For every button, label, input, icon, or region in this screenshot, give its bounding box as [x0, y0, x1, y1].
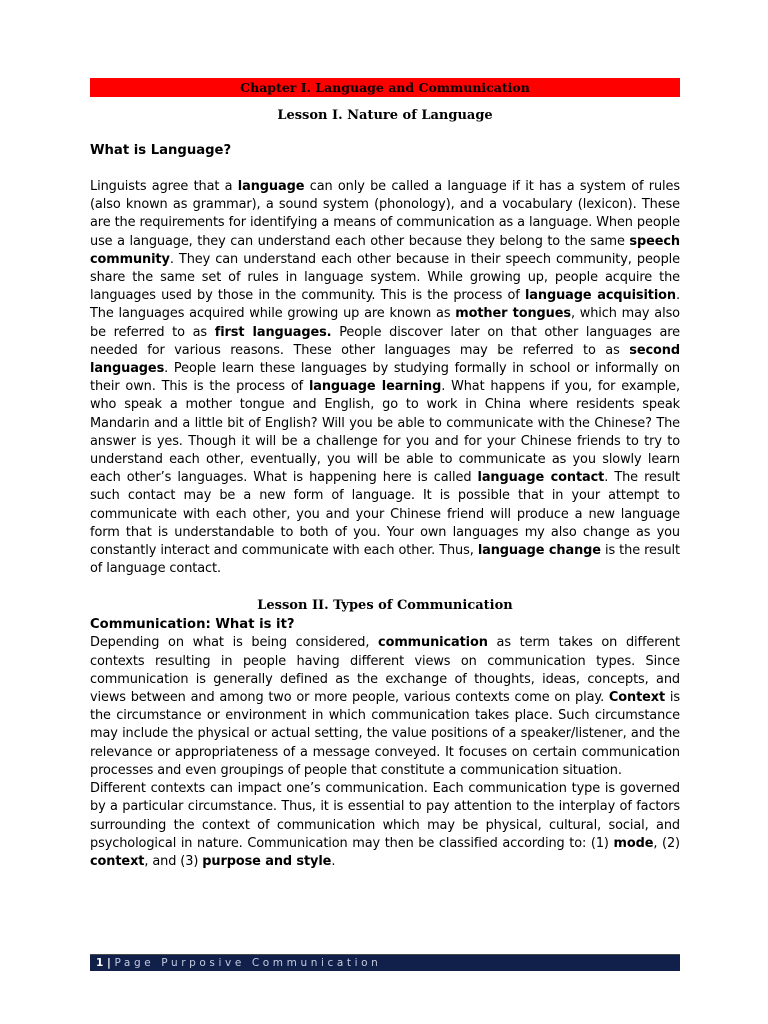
bold-term: language contact [477, 470, 605, 486]
text-run: . They can understand each other because in their speech community, people share the same set of rules in language system. While growing up, people acquire the languages used by those in the community. This is the process of [90, 251, 680, 304]
lesson1-title: Lesson I. Nature of Language [277, 108, 493, 123]
text-run: Linguists agree that a [90, 179, 238, 194]
page-number: 1 [96, 957, 104, 969]
bold-term: context [90, 853, 145, 869]
chapter-title-banner: Chapter I. Language and Communication [90, 78, 680, 97]
text-run: , which may also be referred to as [90, 306, 680, 340]
bold-term: communication [378, 635, 488, 651]
bold-term: mother tongues [455, 306, 571, 322]
footer-separator: | [103, 957, 115, 969]
text-run: is the result of language contact. [90, 543, 680, 577]
text-run: Depending on what is being considered, [90, 635, 379, 651]
bold-term: language acquisition [524, 288, 676, 304]
text-run: . The languages acquired while growing up are known as [90, 288, 680, 322]
lesson1-heading: What is Language? [90, 143, 232, 158]
text-run: , (2) [653, 835, 680, 851]
text-run: as term takes on different contexts resulting in people having different views on communication types. Since communication is generally defined as the exchange of thoughts, ideas, concepts, and views between and among two or more people, various contexts come on play. [90, 635, 681, 706]
bold-term: speech community [90, 233, 680, 267]
lesson2-title: Lesson II. Types of Communication [257, 598, 513, 614]
lesson2-paragraph-1 [90, 634, 680, 780]
bold-term: second languages [90, 342, 680, 377]
bold-term: mode [613, 835, 654, 851]
bold-term: Context [608, 690, 666, 706]
document-page [90, 78, 680, 871]
text-run: . What happens if you, for example, who speak a mother tongue and English, go to work in China where residents speak Mandarin and a little bit of English? Will you be able to communicate with the Chinese? The answer is yes. Though it will be a challenge for you and for your Chinese friends to try to understand each other, eventually, you will be able to communicate as you slowly learn each other’s languages. What is happening here is called [90, 379, 680, 486]
footer-text: Page Purposive Communication [114, 957, 382, 969]
text-run: is the circumstance or environment in which communication takes place. Such circumstance may include the physical or actual setting, the value positions of a speaker/listener, and the relevance or appropriateness of a message conveyed. It focuses on certain communication processes and even groupings of people that constitute a communication situation. [90, 690, 680, 778]
text-run: . The result such contact may be a new form of language. It is possible that in your attempt to communicate with each other, you and your Chinese friend will produce a new language form that is understandable to both of you. Your own languages my also change as you constantly interact and communicate with each other. Thus, [90, 470, 680, 559]
page-footer [90, 954, 680, 971]
bold-term: first languages. [214, 324, 332, 340]
bold-term: purpose and style [202, 853, 332, 869]
text-run: . [331, 853, 336, 869]
bold-term: language change [477, 543, 601, 559]
text-run: can only be called a language if it has a system of rules (also known as grammar), a sound system (phonology), and a vocabulary (lexicon). These are the requirements for identifying a means of communication as a language. When people use a language, they can understand each other because they belong to the same [90, 179, 680, 249]
text-run: People discover later on that other languages are needed for various reasons. These other languages may be referred to as [90, 324, 680, 358]
lesson2-heading: Communication: What is it? [90, 617, 295, 633]
text-run: , and (3) [144, 853, 203, 869]
lesson1-paragraph [90, 178, 680, 578]
text-run: Different contexts can impact one’s communication. Each communication type is governed by a particular circumstance. Thus, it is essential to pay attention to the interplay of factors surrounding the context of communication which may be physical, cultural, social, and psychological in nature. Communication may then be classified according to: (1) [90, 781, 680, 851]
text-run: . People learn these languages by studying formally in school or informally on their own. This is the process of [90, 361, 680, 395]
lesson2-paragraph-2 [90, 780, 680, 871]
bold-term: language [237, 179, 305, 194]
bold-term: language learning [308, 379, 442, 395]
